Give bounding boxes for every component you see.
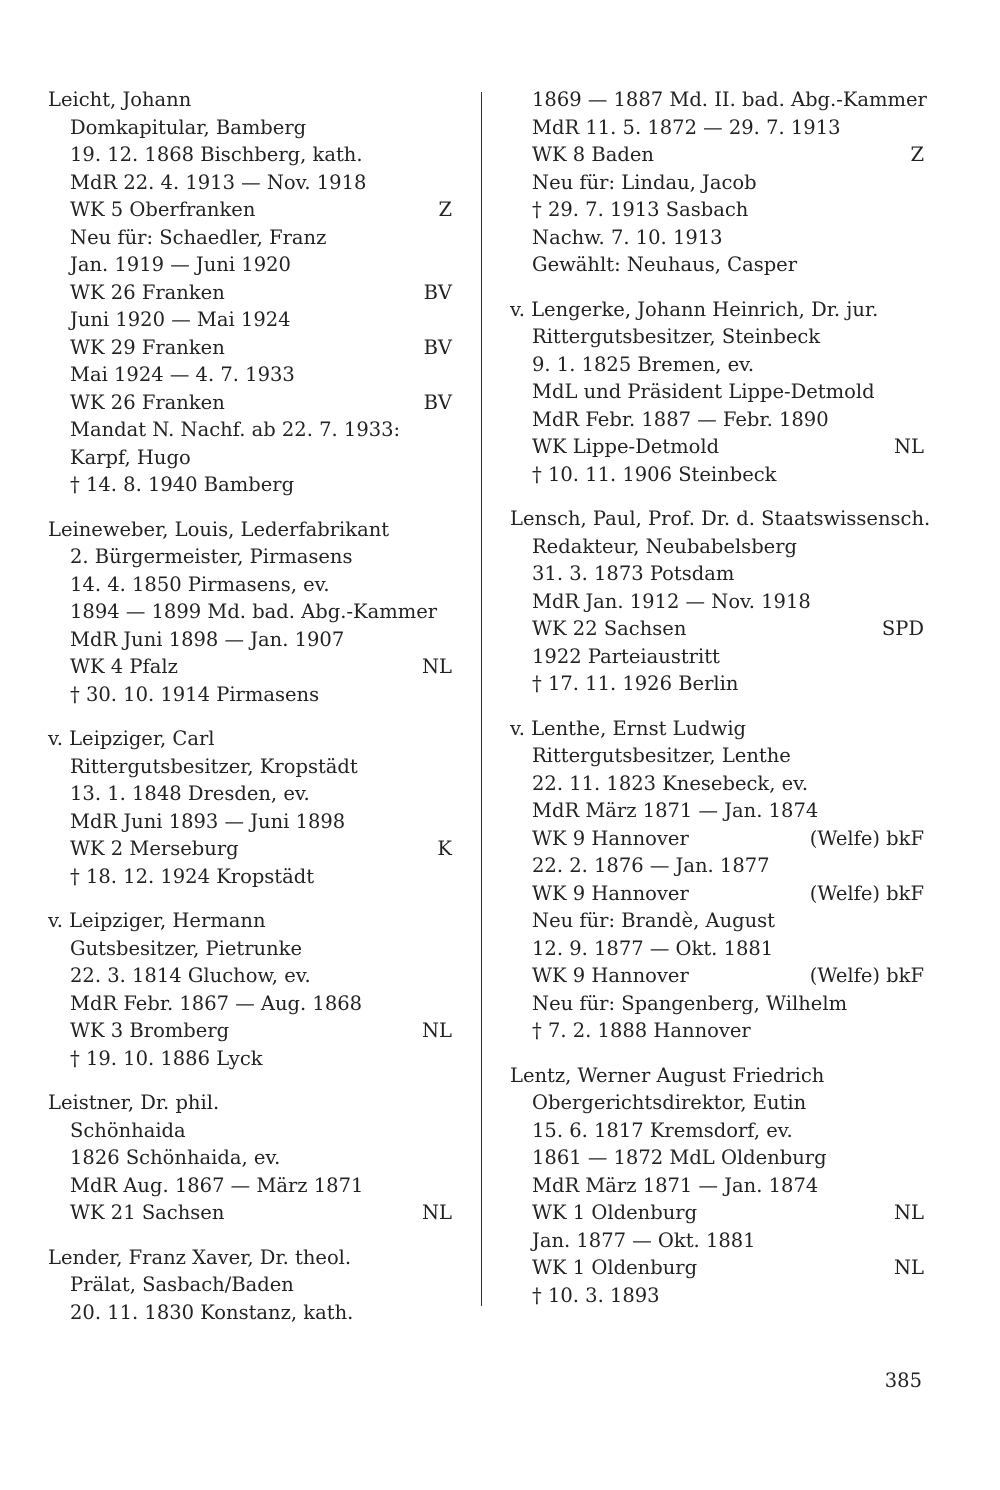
line-text: MdL und Präsident Lippe-Detmold: [532, 380, 875, 403]
entry-heading: [48, 725, 452, 753]
party-tag: (Welfe) bkF: [809, 881, 924, 905]
line-text: MdR Jan. 1912 — Nov. 1918: [532, 589, 811, 613]
entry-heading: [48, 1244, 452, 1272]
entry-line: [510, 1017, 924, 1045]
party-tag: NL: [893, 435, 924, 458]
entry-line: [510, 433, 924, 461]
line-text: WK 26 Franken: [70, 390, 225, 414]
biography-entry: [510, 1062, 924, 1310]
entry-line: [48, 306, 452, 334]
line-text: WK 8 Baden: [532, 143, 654, 166]
entry-line: [48, 1199, 452, 1227]
biography-entry: [48, 907, 452, 1072]
biography-entry: [510, 715, 924, 1045]
entry-heading: [510, 296, 924, 324]
biography-entry: [510, 296, 924, 489]
entry-line: [48, 416, 452, 444]
entry-line: [510, 351, 924, 379]
entry-line: [48, 935, 452, 963]
entry-line: [510, 643, 924, 671]
biography-entry: [48, 1089, 452, 1227]
entry-line: [48, 863, 452, 891]
line-text: 20. 11. 1830 Konstanz, kath.: [70, 1300, 354, 1324]
party-tag: Z: [438, 198, 452, 221]
line-text: Mandat N. Nachf. ab 22. 7. 1933:: [70, 418, 401, 441]
entry-line: [48, 753, 452, 781]
line-text: 22. 2. 1876 — Jan. 1877: [532, 854, 770, 877]
entry-line: [510, 880, 924, 908]
biography-entry: [510, 86, 927, 279]
line-text: † 29. 7. 1913 Sasbach: [532, 198, 749, 221]
line-text: † 7. 2. 1888 Hannover: [532, 1019, 751, 1042]
entry-heading: [48, 86, 452, 114]
line-text: WK 26 Franken: [70, 280, 225, 304]
entry-line: [48, 653, 452, 681]
entry-line: [510, 588, 924, 616]
entry-line: [510, 196, 924, 224]
line-text: Neu für: Brandè, August: [532, 909, 776, 932]
entry-line: [510, 323, 924, 351]
line-text: WK 1 Oldenburg: [532, 1256, 698, 1279]
line-text: MdR 11. 5. 1872 — 29. 7. 1913: [532, 115, 841, 139]
line-text: 2. Bürgermeister, Pirmasens: [70, 545, 353, 568]
entry-line: [510, 251, 924, 279]
line-text: MdR 22. 4. 1913 — Nov. 1918: [70, 170, 367, 194]
entry-line: [48, 598, 452, 626]
entry-line: [48, 571, 452, 599]
line-text: 19. 12. 1868 Bischberg, kath.: [70, 143, 363, 166]
line-text: Leistner, Dr. phil.: [48, 1091, 220, 1114]
entry-line: [48, 251, 452, 279]
line-text: Neu für: Schaedler, Franz: [70, 225, 327, 249]
entry-line: [510, 1172, 924, 1200]
entry-line: [510, 1117, 924, 1145]
entry-heading: [510, 715, 924, 743]
entry-line: [510, 770, 924, 798]
entry-line: [48, 543, 452, 571]
line-text: MdR Aug. 1867 — März 1871: [70, 1173, 364, 1197]
right-column: [510, 86, 931, 1326]
line-text: Gewählt: Neuhaus, Casper: [532, 253, 798, 276]
entry-line: [510, 169, 924, 197]
biography-entry: [510, 505, 931, 698]
line-text: MdR März 1871 — Jan. 1874: [532, 1173, 819, 1197]
line-text: 9. 1. 1825 Bremen, ev.: [532, 352, 755, 376]
entry-line: [48, 681, 452, 709]
line-text: 15. 6. 1817 Kremsdorf, ev.: [532, 1118, 793, 1142]
entry-line: [48, 1299, 452, 1327]
line-text: 14. 4. 1850 Pirmasens, ev.: [70, 572, 330, 596]
entry-line: [510, 935, 924, 963]
line-text: Schönhaida: [70, 1118, 186, 1142]
line-text: Neu für: Lindau, Jacob: [532, 170, 757, 194]
entry-line: [510, 560, 924, 588]
entry-line: [48, 471, 452, 499]
party-tag: (Welfe) bkF: [809, 964, 924, 987]
entry-line: [510, 907, 924, 935]
entry-line: [48, 835, 452, 863]
line-text: WK 5 Oberfranken: [70, 198, 256, 221]
entry-line: [48, 444, 452, 472]
line-text: 1826 Schönhaida, ev.: [70, 1146, 281, 1169]
entry-line: [510, 114, 924, 142]
entry-line: [48, 1172, 452, 1200]
entry-line: [510, 742, 924, 770]
line-text: 22. 3. 1814 Gluchow, ev.: [70, 964, 311, 987]
line-text: WK 9 Hannover: [532, 964, 689, 987]
entry-line: [48, 1045, 452, 1073]
line-text: Gutsbesitzer, Pietrunke: [70, 936, 303, 960]
line-text: WK 9 Hannover: [532, 881, 689, 905]
line-text: † 17. 11. 1926 Berlin: [532, 672, 739, 695]
line-text: Karpf, Hugo: [70, 445, 191, 469]
line-text: † 10. 11. 1906 Steinbeck: [532, 462, 777, 486]
line-text: Rittergutsbesitzer, Lenthe: [532, 744, 791, 767]
entry-line: [48, 808, 452, 836]
page-number: 385: [884, 1369, 922, 1392]
biography-entry: [48, 1244, 452, 1327]
entry-line: [510, 797, 924, 825]
line-text: MdR Febr. 1867 — Aug. 1868: [70, 991, 363, 1015]
entry-line: [48, 169, 452, 197]
entry-line: [510, 615, 924, 643]
entry-line: [510, 670, 924, 698]
party-tag: K: [437, 837, 452, 860]
entry-line: [48, 224, 452, 252]
line-text: WK 29 Franken: [70, 335, 225, 359]
entry-heading: [48, 516, 452, 544]
party-tag: SPD: [881, 617, 924, 640]
entry-line: [510, 825, 924, 853]
line-text: WK 9 Hannover: [532, 826, 689, 850]
party-tag: NL: [893, 1256, 924, 1279]
line-text: 12. 9. 1877 — Okt. 1881: [532, 936, 774, 960]
entry-line: [48, 780, 452, 808]
line-text: Juni 1920 — Mai 1924: [70, 308, 291, 331]
entry-line: [48, 962, 452, 990]
biography-entry: [48, 86, 452, 499]
line-text: Jan. 1877 — Okt. 1881: [532, 1228, 756, 1252]
party-tag: (Welfe) bkF: [809, 826, 924, 850]
entry-line: [510, 533, 924, 561]
line-text: MdR März 1871 — Jan. 1874: [532, 799, 819, 822]
line-text: WK 4 Pfalz: [70, 655, 178, 678]
entry-heading: [510, 505, 931, 533]
entry-line: [510, 406, 924, 434]
party-tag: Z: [910, 143, 924, 166]
line-text: 31. 3. 1873 Potsdam: [532, 562, 735, 585]
line-text: Leicht, Johann: [48, 88, 192, 111]
line-text: WK Lippe-Detmold: [532, 435, 720, 458]
line-text: 1861 — 1872 MdL Oldenburg: [532, 1146, 827, 1169]
party-tag: BV: [423, 390, 452, 414]
line-text: Mai 1924 — 4. 7. 1933: [70, 363, 295, 386]
line-text: 1869 — 1887 Md. II. bad. Abg.-Kammer: [532, 88, 927, 111]
line-text: WK 21 Sachsen: [70, 1201, 225, 1224]
entry-line: [510, 224, 924, 252]
line-text: WK 1 Oldenburg: [532, 1201, 698, 1224]
entry-line: [48, 626, 452, 654]
party-tag: NL: [421, 1201, 452, 1224]
party-tag: BV: [423, 335, 452, 359]
entry-line: [48, 1117, 452, 1145]
line-text: Rittergutsbesitzer, Kropstädt: [70, 754, 358, 778]
line-text: MdR Juni 1893 — Juni 1898: [70, 809, 346, 833]
line-text: Prälat, Sasbach/Baden: [70, 1273, 294, 1296]
line-text: Nachw. 7. 10. 1913: [532, 225, 723, 249]
line-text: MdR Febr. 1887 — Febr. 1890: [532, 407, 829, 431]
biography-entry: [48, 516, 452, 709]
entry-heading: [48, 907, 452, 935]
line-text: WK 22 Sachsen: [532, 617, 687, 640]
entry-line: [48, 114, 452, 142]
line-text: v. Leipziger, Carl: [48, 727, 215, 750]
entry-line: [48, 334, 452, 362]
entry-heading: [510, 1062, 924, 1090]
line-text: 1922 Parteiaustritt: [532, 644, 720, 668]
entry-line: [48, 141, 452, 169]
biography-entry: [48, 725, 452, 890]
party-tag: NL: [421, 1019, 452, 1042]
line-text: † 30. 10. 1914 Pirmasens: [70, 682, 320, 706]
left-column: [48, 86, 452, 1343]
line-text: Neu für: Spangenberg, Wilhelm: [532, 991, 848, 1015]
entry-line: [48, 1271, 452, 1299]
entry-line: [510, 86, 927, 114]
entry-line: [510, 1282, 924, 1310]
line-text: 13. 1. 1848 Dresden, ev.: [70, 782, 310, 805]
entry-line: [510, 461, 924, 489]
entry-line: [48, 1017, 452, 1045]
entry-line: [510, 962, 924, 990]
entry-line: [510, 852, 924, 880]
line-text: MdR Juni 1898 — Jan. 1907: [70, 627, 345, 651]
line-text: Rittergutsbesitzer, Steinbeck: [532, 325, 821, 348]
line-text: v. Lengerke, Johann Heinrich, Dr. jur.: [510, 297, 879, 321]
party-tag: NL: [421, 655, 452, 678]
party-tag: BV: [423, 280, 452, 304]
entry-line: [48, 1144, 452, 1172]
party-tag: NL: [893, 1201, 924, 1224]
line-text: WK 3 Bromberg: [70, 1019, 230, 1042]
entry-line: [510, 1199, 924, 1227]
line-text: † 10. 3. 1893: [532, 1283, 660, 1307]
line-text: 1894 — 1899 Md. bad. Abg.-Kammer: [70, 600, 438, 623]
line-text: Lentz, Werner August Friedrich: [510, 1063, 825, 1087]
entry-line: [510, 1227, 924, 1255]
entry-line: [48, 279, 452, 307]
line-text: Redakteur, Neubabelsberg: [532, 534, 798, 558]
entry-line: [510, 1254, 924, 1282]
line-text: † 14. 8. 1940 Bamberg: [70, 473, 295, 496]
line-text: Obergerichtsdirektor, Eutin: [532, 1091, 807, 1114]
entry-line: [510, 1144, 924, 1172]
entry-line: [510, 141, 924, 169]
line-text: Jan. 1919 — Juni 1920: [70, 253, 291, 276]
line-text: Lensch, Paul, Prof. Dr. d. Staatswissensch.: [510, 507, 931, 530]
line-text: WK 2 Merseburg: [70, 837, 239, 860]
line-text: Lender, Franz Xaver, Dr. theol.: [48, 1245, 352, 1269]
line-text: v. Lenthe, Ernst Ludwig: [510, 716, 747, 740]
entry-line: [48, 196, 452, 224]
line-text: † 18. 12. 1924 Kropstädt: [70, 864, 315, 888]
entry-line: [510, 1089, 924, 1117]
line-text: Leineweber, Louis, Lederfabrikant: [48, 517, 390, 541]
entry-line: [48, 990, 452, 1018]
line-text: † 19. 10. 1886 Lyck: [70, 1046, 263, 1070]
entry-line: [48, 361, 452, 389]
entry-line: [510, 990, 924, 1018]
entry-line: [510, 378, 924, 406]
entry-line: [48, 389, 452, 417]
entry-heading: [48, 1089, 452, 1117]
column-divider: [481, 92, 482, 1306]
line-text: v. Leipziger, Hermann: [48, 909, 266, 932]
line-text: 22. 11. 1823 Knesebeck, ev.: [532, 771, 809, 795]
line-text: Domkapitular, Bamberg: [70, 115, 307, 139]
